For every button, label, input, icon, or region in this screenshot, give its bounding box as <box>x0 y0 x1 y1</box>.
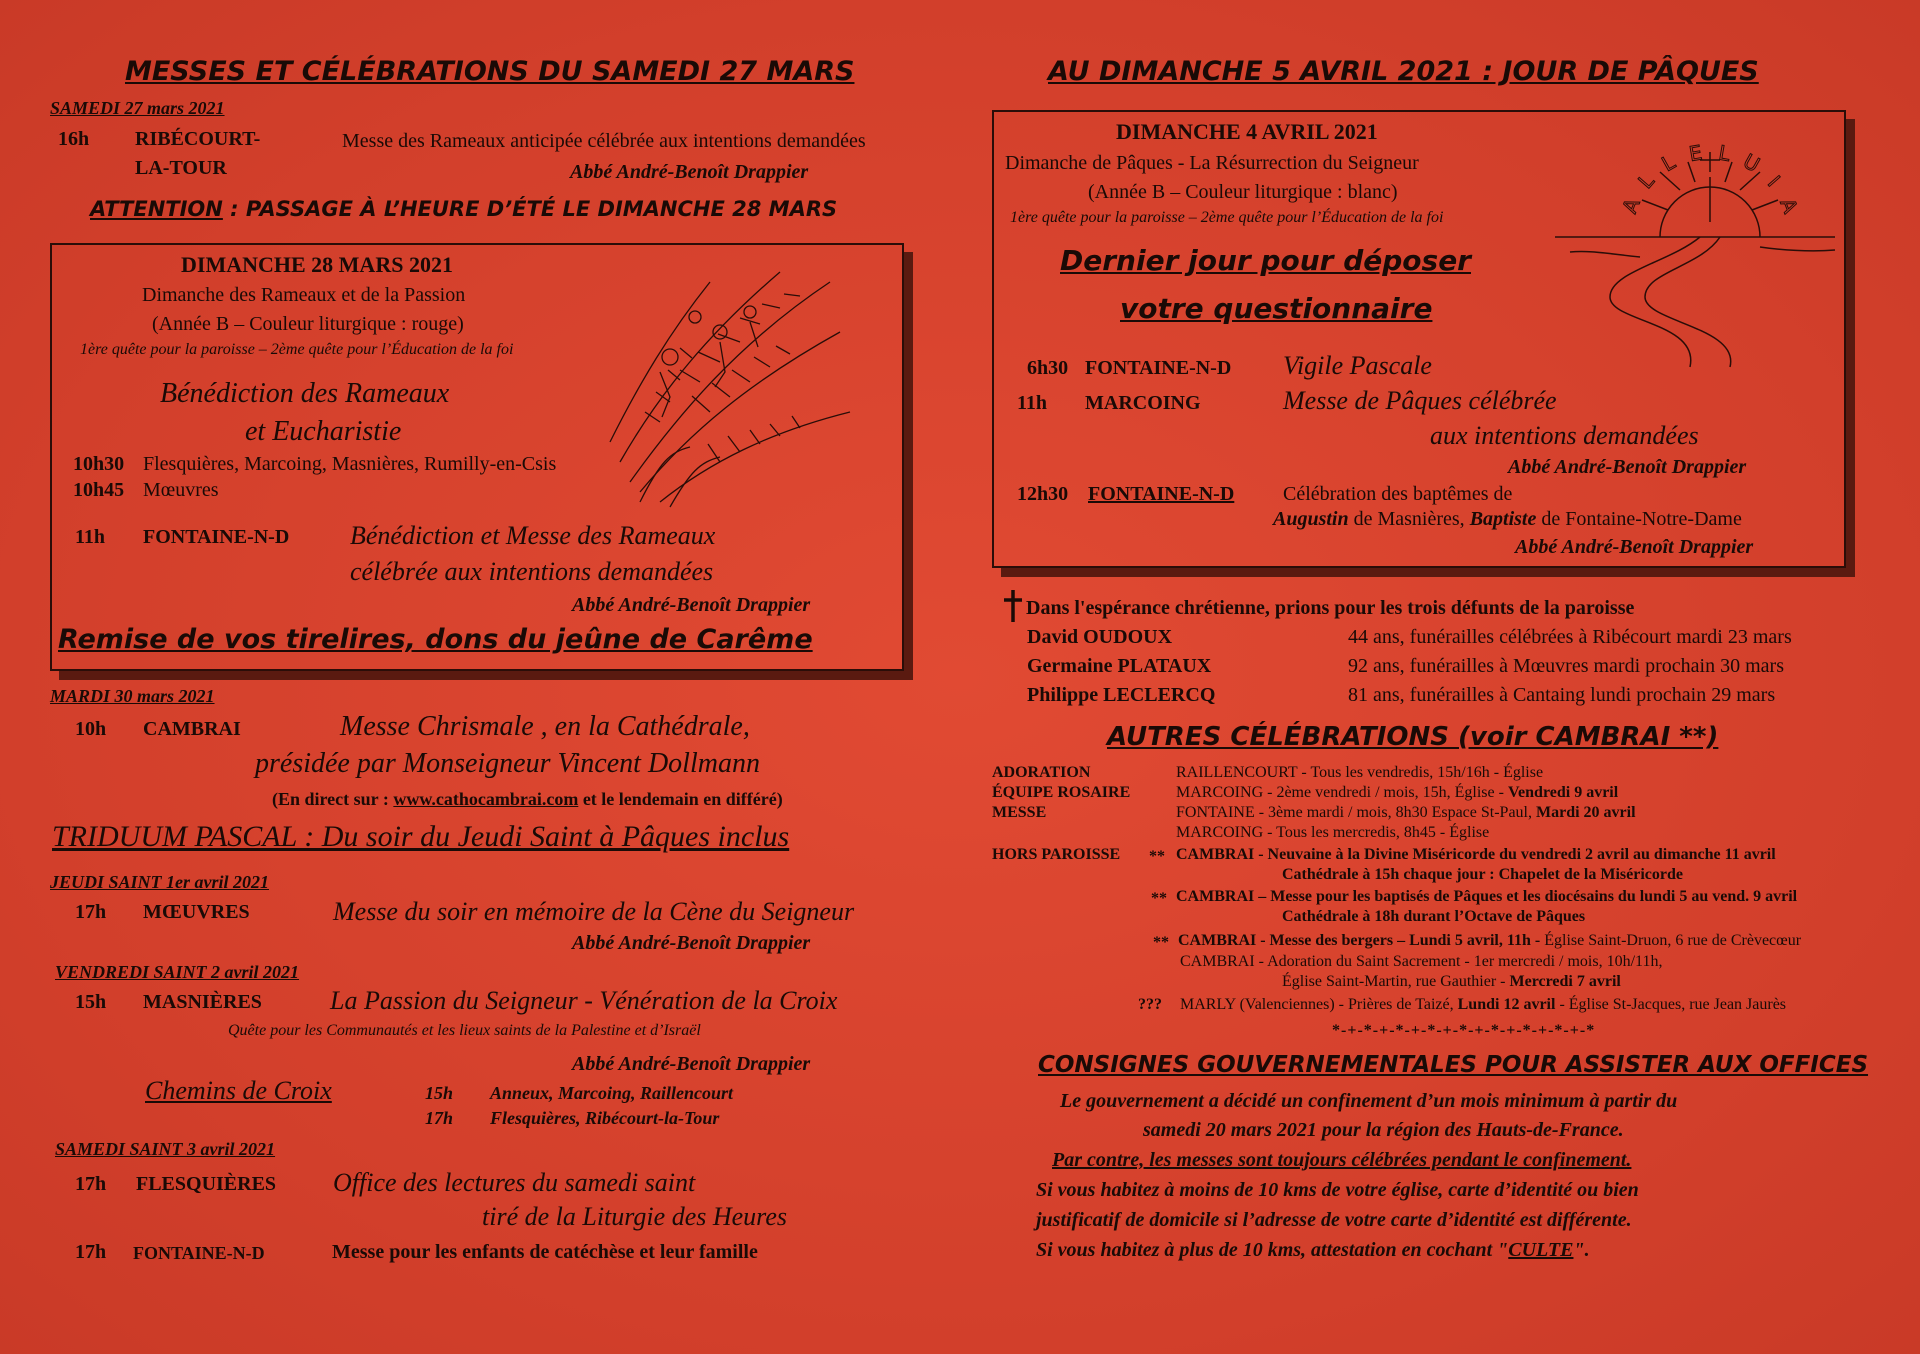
sun4-dernier2: votre questionnaire <box>1120 292 1433 325</box>
sun28-t3: 11h <box>75 526 106 548</box>
fri-time: 15h <box>75 991 107 1013</box>
sat3-m2: Messe pour les enfants de catéchèse et leur famille <box>332 1241 758 1263</box>
hors-2a: CAMBRAI – Messe pour les baptisés de Pâques et les diocésains du lundi 5 au vend. 9 avril <box>1176 888 1798 905</box>
hors-1a: CAMBRAI - Neuvaine à la Divine Miséricorde du vendredi 2 avril au dimanche 11 avril <box>1176 846 1776 863</box>
sat27-place2: LA-TOUR <box>135 157 227 179</box>
thu-date: JEUDI SAINT 1er avril 2021 <box>50 872 270 892</box>
divider-stars: *-+-*-+-*-+-*-+-*-+-*-+-*-+-*-+-* <box>1332 1022 1596 1039</box>
sun4-t3: 12h30 <box>1017 483 1069 505</box>
tue30-date: MARDI 30 mars 2021 <box>50 686 215 706</box>
sun28-line2: (Année B – Couleur liturgique : rouge) <box>152 313 464 335</box>
direct-prefix: (En direct sur : <box>272 789 394 809</box>
hors-3b: Église Saint-Druon, 6 rue de Crèvecœur <box>1544 932 1802 949</box>
direct-suffix: et le lendemain en différé) <box>578 789 783 809</box>
sun4-line1: Dimanche de Pâques - La Résurrection du Seigneur <box>1005 152 1419 174</box>
baptism-baptiste: Baptiste <box>1469 508 1537 530</box>
consignes-l6a: Si vous habitez à plus de 10 kms, attestation en cochant " <box>1036 1239 1509 1261</box>
sun4-priest2: Abbé André-Benoît Drappier <box>1515 536 1754 558</box>
consignes-title: CONSIGNES GOUVERNEMENTALES POUR ASSISTER AUX OFFICES <box>1038 1052 1869 1078</box>
consignes-l5: justificatif de domicile si l’adresse de votre carte d’identité est différente. <box>1036 1209 1632 1231</box>
autres-adoration: ADORATION <box>992 764 1091 781</box>
hors-5a: MARLY (Valenciennes) - Prières de Taizé, <box>1180 996 1458 1013</box>
sat3-p1: FLESQUIÈRES <box>136 1173 277 1195</box>
sun28-quete: 1ère quête pour la paroisse – 2ème quête pour l’Éducation de la foi <box>80 341 514 358</box>
sun28-p3: FONTAINE-N-D <box>143 526 290 548</box>
sun4-m3a: Célébration des baptêmes de <box>1283 483 1513 505</box>
alleluia-sunrise-illustration <box>1550 132 1840 372</box>
fri-c1t: 15h <box>425 1083 454 1103</box>
attention-text: : PASSAGE À L’HEURE D’ÉTÉ LE DIMANCHE 28 MARS <box>222 197 838 221</box>
sun28-benediction2: et Eucharistie <box>245 416 402 447</box>
sat3-t2: 17h <box>75 1241 107 1263</box>
deceased-name-1: Germaine PLATAUX <box>1027 655 1212 677</box>
fri-priest: Abbé André-Benoît Drappier <box>572 1053 811 1075</box>
consignes-l6c: ". <box>1573 1239 1590 1261</box>
thu-text: Messe du soir en mémoire de la Cène du Seigneur <box>333 897 855 926</box>
fri-c2t: 17h <box>425 1108 454 1128</box>
consignes-l6 <box>1036 1239 1590 1262</box>
sun28-t2: 10h45 <box>73 479 125 501</box>
sun4-t1: 6h30 <box>1027 357 1069 379</box>
sat3-p2: FONTAINE-N-D <box>133 1243 265 1263</box>
baptism-sep2: de Fontaine-Notre-Dame <box>1536 508 1742 530</box>
tue30-l2: présidée par Monseigneur Vincent Dollmann <box>255 748 760 779</box>
fri-quete: Quête pour les Communautés et les lieux saints de la Palestine et d’Israël <box>228 1022 701 1039</box>
rosaire-text-b: Vendredi 9 avril <box>1507 784 1619 801</box>
sat27-priest: Abbé André-Benoît Drappier <box>570 161 809 183</box>
thu-time: 17h <box>75 901 107 923</box>
alleluia-letter: E <box>1687 140 1704 167</box>
sat27-place1: RIBÉCOURT- <box>135 128 261 150</box>
deceased-info-1: 92 ans, funérailles à Mœuvres mardi prochain 30 mars <box>1348 655 1784 677</box>
fri-c1p: Anneux, Marcoing, Raillencourt <box>490 1083 734 1103</box>
consignes-l2: samedi 20 mars 2021 pour la région des Hauts-de-France. <box>1143 1119 1624 1141</box>
messe-text-b: Mardi 20 avril <box>1536 804 1636 821</box>
sat3-t1: 17h <box>75 1173 107 1195</box>
hors-1b: Cathédrale à 15h chaque jour : Chapelet de la Miséricorde <box>1282 866 1683 883</box>
sun28-t1: 10h30 <box>73 453 125 475</box>
sun4-p3: FONTAINE-N-D <box>1088 483 1235 505</box>
autres-rosaire: ÉQUIPE ROSAIRE <box>992 784 1131 801</box>
baptism-augustin: Augustin <box>1273 508 1349 530</box>
sun28-priest: Abbé André-Benoît Drappier <box>572 594 811 616</box>
sat3-m1b: tiré de la Liturgie des Heures <box>482 1202 787 1231</box>
autres-messe-text2: MARCOING - Tous les mercredis, 8h45 - Église <box>1176 824 1490 841</box>
thu-place: MŒUVRES <box>143 901 250 923</box>
consignes-culte: CULTE <box>1508 1239 1574 1261</box>
fri-text: La Passion du Seigneur - Vénération de la Croix <box>330 986 838 1015</box>
attention-label: ATTENTION <box>90 197 223 221</box>
thu-priest: Abbé André-Benoît Drappier <box>572 932 811 954</box>
sun4-p1: FONTAINE-N-D <box>1085 357 1232 379</box>
fri-chemins: Chemins de Croix <box>145 1076 332 1105</box>
sun4-heading: DIMANCHE 4 AVRIL 2021 <box>1116 119 1378 144</box>
hors-4b: Église Saint-Martin, rue Gauthier - <box>1282 973 1510 990</box>
autres-title: AUTRES CÉLÉBRATIONS (voir CAMBRAI **) <box>1107 722 1719 752</box>
tue30-place: CAMBRAI <box>143 718 241 740</box>
alleluia-letter: L <box>1633 169 1659 194</box>
sun28-benediction1: Bénédiction des Rameaux <box>160 378 450 409</box>
alleluia-letter: A <box>1617 194 1645 217</box>
hors-stars-2: ** <box>1151 890 1167 907</box>
deceased-info-2: 81 ans, funérailles à Cantaing lundi prochain 29 mars <box>1348 684 1776 706</box>
right-title: AU DIMANCHE 5 AVRIL 2021 : JOUR DE PÂQUES <box>1048 56 1759 87</box>
hors-3a: CAMBRAI - Messe des bergers – Lundi 5 avril, 11h - <box>1178 932 1545 949</box>
autres-messe: MESSE <box>992 804 1047 821</box>
sat27-text: Messe des Rameaux anticipée célébrée aux intentions demandées <box>342 130 866 152</box>
sun28-p2: Mœuvres <box>143 479 219 501</box>
sun4-dernier1: Dernier jour pour déposer <box>1060 244 1471 277</box>
sat27-time: 16h <box>58 128 90 150</box>
alleluia-letter: I <box>1762 170 1785 192</box>
cathocambrai-link[interactable]: www.cathocambrai.com <box>393 789 579 809</box>
deceased-info-0: 44 ans, funérailles célébrées à Ribécourt mardi 23 mars <box>1348 626 1792 648</box>
rosaire-text-a: MARCOING - 2ème vendredi / mois, 15h, Église - <box>1176 784 1508 801</box>
hors-5 <box>1180 996 1786 1014</box>
autres-hors: HORS PAROISSE <box>992 846 1121 863</box>
sun4-line2: (Année B – Couleur liturgique : blanc) <box>1088 181 1398 203</box>
sun28-m3a: Bénédiction et Messe des Rameaux <box>350 521 716 550</box>
alleluia-letter: U <box>1739 148 1764 177</box>
attention-line <box>90 197 837 221</box>
sat3-m1a: Office des lectures du samedi saint <box>333 1168 696 1197</box>
autres-messe-text <box>1176 804 1636 822</box>
consignes-l4: Si vous habitez à moins de 10 kms de votre église, carte d’identité ou bien <box>1036 1179 1639 1201</box>
sat27-date: SAMEDI 27 mars 2021 <box>50 98 225 118</box>
hors-question: ??? <box>1138 996 1162 1013</box>
hors-4c: Mercredi 7 avril <box>1509 973 1621 990</box>
fri-c2p: Flesquières, Ribécourt-la-Tour <box>490 1108 720 1128</box>
sun4-m2b: aux intentions demandées <box>1430 421 1699 450</box>
alleluia-letter: A <box>1775 194 1803 217</box>
sun28-line1: Dimanche des Rameaux et de la Passion <box>142 284 466 306</box>
hors-5b: Lundi 12 avril <box>1457 996 1556 1013</box>
tue30-direct <box>272 789 783 810</box>
baptism-sep1: de Masnières, <box>1348 508 1470 530</box>
hors-stars-1: ** <box>1149 848 1165 865</box>
sun4-m1: Vigile Pascale <box>1283 351 1432 380</box>
sun28-remise: Remise de vos tirelires, dons du jeûne de Carême <box>58 624 813 655</box>
consignes-l3: Par contre, les messes sont toujours célébrées pendant le confinement. <box>1052 1149 1632 1171</box>
tue30-l1: Messe Chrismale , en la Cathédrale, <box>340 711 750 742</box>
sun4-m3b <box>1273 508 1742 531</box>
consignes-l1: Le gouvernement a décidé un confinement d’un mois minimum à partir du <box>1060 1090 1678 1112</box>
palm-branches-illustration <box>600 262 860 512</box>
sun28-heading: DIMANCHE 28 MARS 2021 <box>181 252 453 277</box>
alleluia-letter: L <box>1716 140 1732 166</box>
hors-5c: - Église St-Jacques, rue Jean Jaurès <box>1555 996 1787 1013</box>
hors-stars-3: ** <box>1153 934 1169 951</box>
deceased-name-2: Philippe LECLERCQ <box>1027 684 1216 706</box>
sun4-t2: 11h <box>1017 392 1048 414</box>
autres-adoration-text: RAILLENCOURT - Tous les vendredis, 15h/16h - Église <box>1176 764 1544 781</box>
hors-3 <box>1178 932 1801 950</box>
sat3-date: SAMEDI SAINT 3 avril 2021 <box>55 1139 276 1159</box>
triduum-title: TRIDUUM PASCAL : Du soir du Jeudi Saint à Pâques inclus <box>52 820 790 853</box>
tue30-time: 10h <box>75 718 107 740</box>
fri-place: MASNIÈRES <box>143 991 262 1013</box>
sun4-p2: MARCOING <box>1085 392 1201 414</box>
left-title: MESSES ET CÉLÉBRATIONS DU SAMEDI 27 MARS <box>125 56 855 87</box>
sun28-p1: Flesquières, Marcoing, Masnières, Rumilly-en-Csis <box>143 453 557 475</box>
hors-2b: Cathédrale à 18h durant l’Octave de Pâques <box>1282 908 1586 925</box>
alleluia-letter: L <box>1657 149 1680 177</box>
autres-rosaire-text <box>1176 784 1618 802</box>
hors-4a: CAMBRAI - Adoration du Saint Sacrement - 1er mercredi / mois, 10h/11h, <box>1180 953 1663 970</box>
sun4-quete: 1ère quête pour la paroisse – 2ème quête pour l’Éducation de la foi <box>1010 209 1444 226</box>
messe-text-a: FONTAINE - 3ème mardi / mois, 8h30 Espace St-Paul, <box>1176 804 1536 821</box>
sun4-m2a: Messe de Pâques célébrée <box>1283 386 1557 415</box>
deceased-name-0: David OUDOUX <box>1027 626 1173 648</box>
fri-date: VENDREDI SAINT 2 avril 2021 <box>55 962 300 982</box>
sun4-priest: Abbé André-Benoît Drappier <box>1508 456 1747 478</box>
cross-icon <box>1000 588 1026 624</box>
hors-4 <box>1282 973 1621 991</box>
sun28-m3b: célébrée aux intentions demandées <box>350 557 714 586</box>
deceased-title: Dans l'espérance chrétienne, prions pour les trois défunts de la paroisse <box>1026 597 1635 619</box>
